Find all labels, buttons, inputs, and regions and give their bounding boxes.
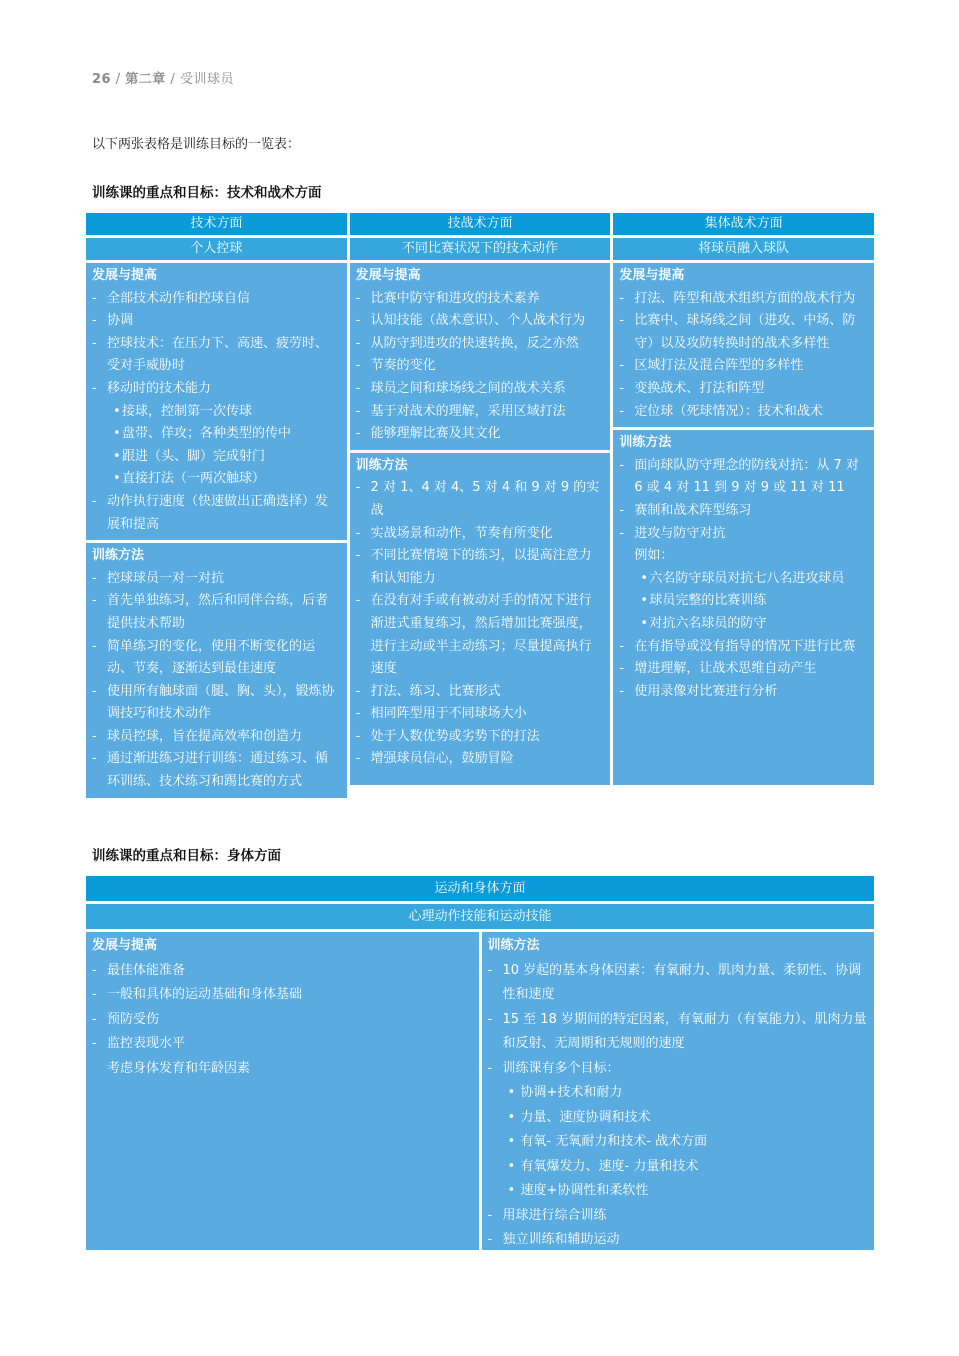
list-item: - 球员控球，旨在提高效率和创造力 xyxy=(92,726,341,749)
col-subheader-situations: 不同比赛状况下的技术动作 xyxy=(350,238,611,260)
list-item: - 实战场景和动作，节奏有所变化 xyxy=(356,523,605,546)
list-item: - 区域打法及混合阵型的多样性 xyxy=(619,355,868,378)
list-item: - 全部技术动作和控球自信 xyxy=(92,288,341,311)
page-number: 26 xyxy=(92,72,112,87)
list-item: - 15 至 18 岁期间的特定因素，有氧耐力（有氧能力）、肌肉力量和反射、无周期和无规则的速度 xyxy=(488,1008,869,1057)
bullet-sub-item: • 接球，控制第一次传球 xyxy=(92,401,341,424)
header-separator-2: / xyxy=(170,72,176,87)
list-item: - 打法、练习、比赛形式 xyxy=(356,681,605,704)
list-item: - 球员之间和球场线之间的战术关系 xyxy=(356,378,605,401)
bullet-sub-item: • 有氧- 无氧耐力和技术- 战术方面 xyxy=(488,1130,869,1155)
bullet-sub-item: • 直接打法（一两次触球） xyxy=(92,468,341,491)
list-item: - 2 对 1、4 对 4、5 对 4 和 9 对 9 的实战 xyxy=(356,477,605,522)
col1-development-cell xyxy=(86,263,347,540)
list-item: - 动作执行速度（快速做出正确选择）发展和提高 xyxy=(92,491,341,536)
list-item: - 控球技术：在压力下、高速、疲劳时、受对手威胁时 xyxy=(92,333,341,378)
cell-title: 发展与提高 xyxy=(92,268,158,283)
header-separator: / xyxy=(115,72,121,87)
bullet-sub-item: • 球员完整的比赛训练 xyxy=(619,590,868,613)
list-item: - 在没有对手或有被动对手的情况下进行渐进式重复练习，然后增加比赛强度，进行主动或半主动练习；尽量提高执行速度 xyxy=(356,590,605,680)
col1-training-cell xyxy=(86,543,347,798)
list-item: - 认知技能（战术意识）、个人战术行为 xyxy=(356,310,605,333)
list-item: - 比赛中防守和进攻的技术素养 xyxy=(356,288,605,311)
list-item: - 训练课有多个目标： xyxy=(488,1057,869,1082)
cell-title: 发展与提高 xyxy=(355,268,421,283)
list-item: - 控球球员一对一对抗 xyxy=(92,568,341,591)
list-item: - 变换战术、打法和阵型 xyxy=(619,378,868,401)
list-item: - 不同比赛情境下的练习，以提高注意力和认知能力 xyxy=(356,545,605,590)
list-item: - 定位球（死球情况）：技术和战术 xyxy=(619,401,868,424)
list-item: - 移动时的技术能力 xyxy=(92,378,341,401)
intro-text: 以下两张表格是训练目标的一览表： xyxy=(92,137,301,152)
bullet-sub-item: • 六名防守球员对抗七八名进攻球员 xyxy=(619,568,868,591)
list-item: - 用球进行综合训练 xyxy=(488,1204,869,1229)
page-header xyxy=(92,68,234,87)
cell-title: 发展与提高 xyxy=(92,938,158,953)
bullet-sub-item: • 协调+技术和耐力 xyxy=(488,1081,869,1106)
list-item: - 通过渐进练习进行训练：通过练习、循环训练、技术练习和踢比赛的方式 xyxy=(92,748,341,793)
bullet-sub-item: • 有氧爆发力、速度- 力量和技术 xyxy=(488,1155,869,1180)
physical-subheader: 心理动作技能和运动技能 xyxy=(86,904,874,929)
list-item: - 在有指导或没有指导的情况下进行比赛 xyxy=(619,636,868,659)
bullet-sub-item: • 对抗六名球员的防守 xyxy=(619,613,868,636)
physical-table xyxy=(86,876,874,1250)
tech-tactics-table xyxy=(86,213,874,790)
list-item: - 从防守到进攻的快速转换，反之亦然 xyxy=(356,333,605,356)
cell-title: 训练方法 xyxy=(92,548,145,564)
bullet-sub-item: • 跟进（头、脚）完成射门 xyxy=(92,446,341,469)
list-item: - 独立训练和辅助运动 xyxy=(488,1228,869,1253)
list-item: - 协调 xyxy=(92,310,341,333)
list-item: - 能够理解比赛及其文化 xyxy=(356,423,605,446)
list-item: - 进攻与防守对抗 xyxy=(619,523,868,546)
list-item: - 处于人数优势或劣势下的打法 xyxy=(356,726,605,749)
list-item: - 增强球员信心，鼓励冒险 xyxy=(356,748,605,771)
col2-training-cell xyxy=(350,453,611,785)
col-subheader-team: 将球员融入球队 xyxy=(613,238,874,260)
table1-title: 训练课的重点和目标：技术和战术方面 xyxy=(92,185,322,201)
cell-title: 训练方法 xyxy=(619,435,672,451)
physical-development-cell xyxy=(86,932,479,1250)
list-item: - 最佳体能准备 xyxy=(92,959,473,984)
list-item: - 增进理解，让战术思维自动产生 xyxy=(619,658,868,681)
col-subheader-ball-control: 个人控球 xyxy=(86,238,347,260)
bullet-sub-item: • 力量、速度协调和技术 xyxy=(488,1106,869,1131)
cell-title: 训练方法 xyxy=(487,938,540,953)
list-item: - 赛制和战术阵型练习 xyxy=(619,500,868,523)
col3-training-cell xyxy=(613,430,874,785)
col-header-team-tactics: 集体战术方面 xyxy=(613,213,874,235)
col3-development-cell xyxy=(613,263,874,427)
col2-development-cell xyxy=(350,263,611,450)
section-label: 受训球员 xyxy=(179,72,234,87)
list-item: - 节奏的变化 xyxy=(356,355,605,378)
chapter-label: 第二章 xyxy=(125,72,166,87)
list-item: - 相同阵型用于不同球场大小 xyxy=(356,703,605,726)
physical-training-cell xyxy=(482,932,875,1250)
list-item: - 基于对战术的理解，采用区域打法 xyxy=(356,401,605,424)
list-item: - 面向球队防守理念的防线对抗：从 7 对 6 或 4 对 11 到 9 对 9 或 11 对 11 xyxy=(619,455,868,500)
cell-title: 训练方法 xyxy=(355,457,408,473)
list-item: - 10 岁起的基本身体因素：有氧耐力、肌肉力量、柔韧性、协调性和速度 xyxy=(488,959,869,1008)
bullet-sub-item: • 速度+协调性和柔软性 xyxy=(488,1179,869,1204)
table2-title: 训练课的重点和目标：身体方面 xyxy=(92,848,281,864)
list-item: - 预防受伤 xyxy=(92,1008,473,1033)
list-item: - 打法、阵型和战术组织方面的战术行为 xyxy=(619,288,868,311)
list-item: - 使用录像对比赛进行分析 xyxy=(619,681,868,704)
physical-header: 运动和身体方面 xyxy=(86,876,874,901)
list-item: - 一般和具体的运动基础和身体基础 xyxy=(92,983,473,1008)
list-item: - 首先单独练习，然后和同伴合练，后者提供技术帮助 xyxy=(92,590,341,635)
list-item: 考虑身体发育和年龄因素 xyxy=(107,1060,251,1076)
list-item: - 监控表现水平 xyxy=(92,1032,473,1057)
list-item: - 使用所有触球面（腿、胸、头），锻炼协调技巧和技术动作 xyxy=(92,681,341,726)
col-header-technique: 技术方面 xyxy=(86,213,347,235)
bullet-sub-item: • 盘带、佯攻；各种类型的传中 xyxy=(92,423,341,446)
cell-title: 发展与提高 xyxy=(619,268,685,283)
list-item: - 简单练习的变化，使用不断变化的运动、节奏，逐渐达到最佳速度 xyxy=(92,636,341,681)
col-header-tech-tactics: 技战术方面 xyxy=(350,213,611,235)
list-item: 例如： xyxy=(634,548,674,564)
list-item: - 比赛中、球场线之间（进攻、中场、防守）以及攻防转换时的战术多样性 xyxy=(619,310,868,355)
